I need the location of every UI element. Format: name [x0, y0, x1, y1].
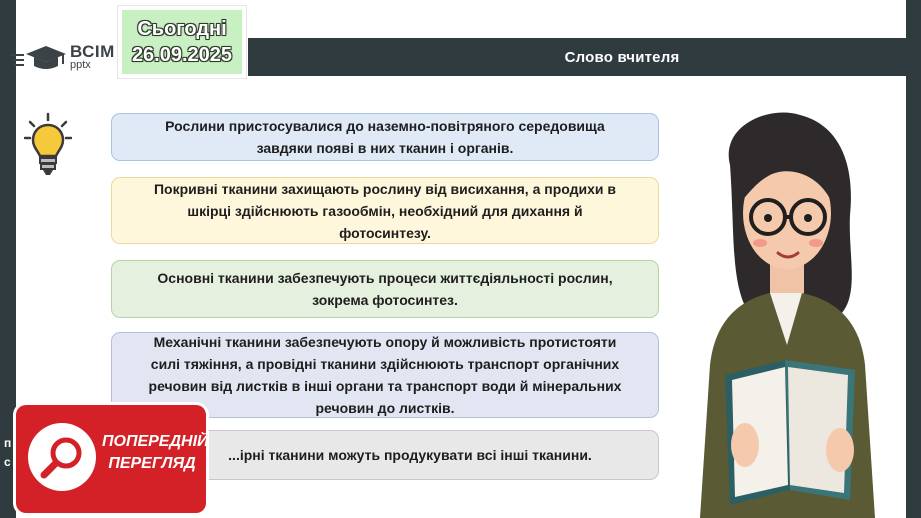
- info-card-text: Механічні тканини забезпечують опору й можливість протистояти силі тяжіння, а провідні тканини здійснюють транспорт органічних речовин від листків в інші органи та транспорт води й мінеральних речовин до листків.: [148, 334, 622, 416]
- date-value: 26.09.2025: [131, 44, 233, 66]
- logo-main-text: ВСІМ: [70, 42, 115, 61]
- info-card-text: ...ірні тканини можуть продукувати всі інші тканини.: [228, 447, 592, 463]
- info-card-text: Покривні тканини захищають рослину від висихання, а продихи в шкірці здійснюють газообмін, необхідний для дихання й фотосинтезу.: [153, 180, 617, 241]
- info-card-text: Рослини пристосувалися до наземно-повітряного середовища завдяки появі в них тканин і органів.: [165, 118, 605, 156]
- slide-title: Слово вчителя: [564, 48, 680, 66]
- corner-text-fragment: п: [4, 436, 12, 450]
- vsim-logo: [10, 42, 120, 72]
- lightbulb-icon: [24, 112, 72, 182]
- info-card-1: [111, 113, 659, 161]
- graduation-cap-icon: [10, 42, 68, 72]
- right-decor-strip: [906, 0, 921, 518]
- info-card-text: Основні тканини забезпечують процеси життєдіяльності рослин, зокрема фотосинтез.: [157, 270, 613, 308]
- title-bar: [248, 38, 906, 76]
- corner-text-fragment: с: [4, 455, 11, 469]
- logo-sub-text: pptx: [70, 59, 91, 71]
- preview-badge-line2: ПЕРЕГЛЯД: [108, 455, 196, 472]
- info-card-2: [111, 177, 659, 244]
- teacher-illustration: [690, 105, 880, 518]
- date-box: [118, 6, 246, 78]
- magnifier-icon: [38, 433, 86, 481]
- date-label: Сьогодні: [137, 18, 227, 40]
- preview-badge-label: [102, 431, 209, 475]
- preview-badge-circle: [28, 423, 96, 491]
- preview-badge[interactable]: [16, 405, 209, 513]
- info-card-3: [111, 260, 659, 318]
- preview-badge-line1: ПОПЕРЕДНІЙ: [102, 433, 209, 450]
